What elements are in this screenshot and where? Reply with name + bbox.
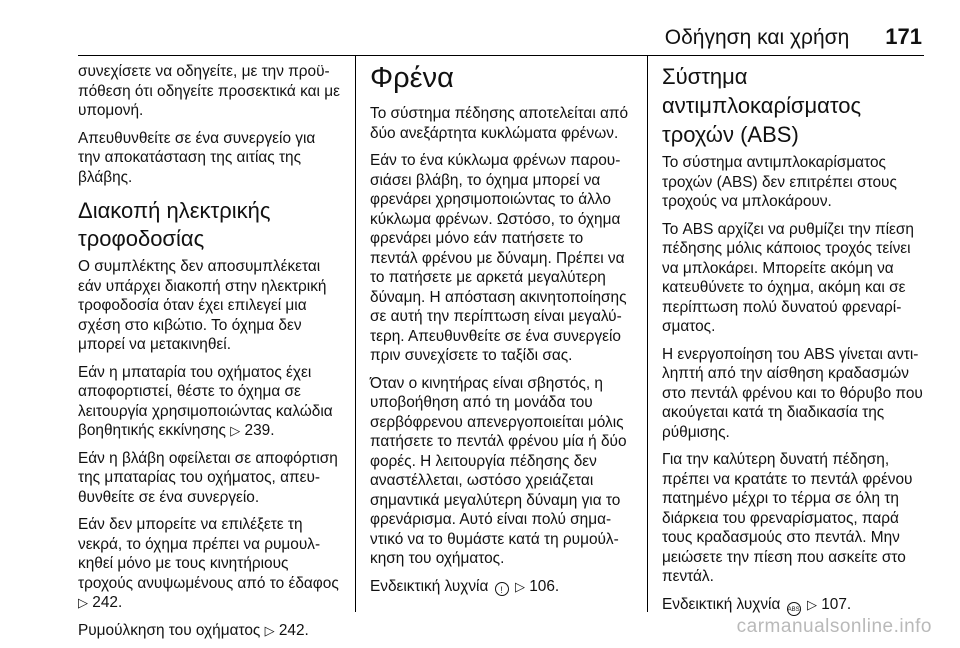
page-ref[interactable]: 106. (529, 577, 560, 595)
column-2 (370, 60, 632, 604)
paragraph: Για την καλύτερη δυνατή πέδηση, πρέπει να κρατάτε το πεντάλ φρένου πατημένο μέχρι το τέρμα σε όλη τη διάρκεια του φρεναρίσματος, παρά τους κραδασμούς στο πεντάλ. Μην μειώσετε την πίεση που ασκείτε στο πεντάλ. (662, 451, 913, 585)
paragraph-text: Εάν δεν μπορείτε να επιλέξετε τη νεκρά, το όχημα πρέπει να ρυμουλ-κηθεί μόνο με τους κινητήριους τροχούς ανυψωμένους από το έδαφος (78, 516, 339, 592)
page-ref[interactable]: 239. (244, 422, 275, 439)
section-heading: Διακοπή ηλεκτρικής τροφοδοσίας (78, 198, 271, 251)
section-heading: Σύστημα αντιμπλοκαρίσματος τροχών (ABS) (662, 64, 862, 147)
abs-warning-lamp-icon: ABS (787, 602, 801, 616)
paragraph (662, 595, 924, 616)
paragraph: Η ενεργοποίηση του ABS γίνεται αντι-ληπτή από την αίσθηση κραδασμών στο πεντάλ φρένου και το θόρυβο που ακούγεται κατά τη διαδικασία της ρύθμισης. (662, 345, 923, 441)
page-ref[interactable]: 242. (278, 621, 309, 639)
page-ref-arrow-icon: ▷ (514, 578, 525, 594)
section-title: Οδήγηση και χρήση (664, 26, 850, 49)
paragraph (78, 515, 340, 613)
paragraph: Απευθυνθείτε σε ένα συνεργείο για την αποκατάσταση της αιτίας της βλάβης. (78, 129, 316, 186)
paragraph: Ο συμπλέκτης δεν αποσυμπλέκεται εάν υπάρχει διακοπή στην ηλεκτρική τροφοδοσία όταν έχει επιλεγεί μια σχέση στο κιβώτιο. Το όχημα δεν μπορεί να μετακινηθεί. (78, 258, 327, 353)
paragraph-text: Ενδεικτική λυχνία (370, 577, 489, 595)
paragraph: Εάν το ένα κύκλωμα φρένων παρου-σιάσει βλάβη, το όχημα μπορεί να φρενάρει χρησιμοποιώντας το άλλο κύκλωμα φρένων. Ωστόσο, το όχημα φρενάρει μόνο εάν πατήσετε το πεντάλ φρένου με δύναμη. Πρέπει να το πατήσετε με αρκετά μεγαλύτερη δύναμη. Η απόσταση ακινητοποίησης σε αυτή την περίπτωση είναι μεγαλύ-τερη. Απευθυνθείτε σε ένα συνεργείο πριν συνεχίσετε το ταξίδι σας. (370, 152, 627, 364)
paragraph (78, 621, 340, 641)
paragraph-text: Ρυμούλκηση του οχήματος (78, 621, 261, 639)
page-ref-arrow-icon: ▷ (78, 595, 88, 610)
page-number: 171 (885, 24, 922, 49)
column-3 (662, 62, 924, 624)
brake-warning-lamp-icon: ! (495, 582, 509, 596)
column-divider (647, 56, 648, 612)
page-ref-arrow-icon: ▷ (806, 596, 817, 612)
paragraph: Το σύστημα αντιμπλοκαρίσματος τροχών (ABS) δεν επιτρέπει στους τροχούς να μπλοκάρουν. (662, 154, 897, 210)
paragraph (370, 577, 632, 597)
section-heading: Φρένα (370, 62, 454, 94)
paragraph: συνεχίσετε να οδηγείτε, με την προϋ-πόθεση ότι οδηγείτε προσεκτικά και με υπομονή. (78, 63, 340, 119)
paragraph (78, 363, 340, 441)
header-rule (78, 55, 924, 56)
watermark: carmanualsonline.info (736, 616, 932, 637)
page-ref-arrow-icon: ▷ (264, 622, 275, 638)
page-header (640, 24, 922, 50)
column-1 (78, 62, 340, 648)
paragraph: Εάν η βλάβη οφείλεται σε αποφόρτιση της μπαταρίας του οχήματος, απευ-θυνθείτε σε ένα συνεργείο. (78, 449, 338, 506)
paragraph-text: Ενδεικτική λυχνία (662, 595, 781, 613)
page-ref[interactable]: 242. (92, 594, 123, 611)
column-divider (355, 56, 356, 612)
paragraph: Το ABS αρχίζει να ρυθμίζει την πίεση πέδησης μόλις κάποιος τροχός τείνει να μπλοκάρει. Μπορείτε ακόμη να κατευθύνετε το όχημα, ακόμη και σε περίπτωση πολύ δυνατού φρεναρί-σματος. (662, 220, 914, 335)
paragraph-text: Εάν η μπαταρία του οχήματος έχει αποφορτιστεί, θέστε το όχημα σε λειτουργία χρησιμοποιώντας καλώδια βοηθητικής εκκίνησης (78, 363, 333, 439)
paragraph: Όταν ο κινητήρας είναι σβηστός, η υποβοήθηση από τη μονάδα του σερβόφρενου απενεργοποιείται μόλις πατήσετε το πεντάλ φρένου μία ή δύο φορές. Η λειτουργία πέδησης δεν αναστέλλεται, ωστόσο χρειάζεται σημαντικά μεγαλύτερη δύναμη για το φρενάρισμα. Αυτό είναι πολύ σημα-ντικό να το θυμάστε κατά τη ρυμούλ-κηση του οχήματος. (370, 374, 627, 567)
page-ref-arrow-icon: ▷ (230, 423, 241, 438)
paragraph: Το σύστημα πέδησης αποτελείται από δύο ανεξάρτητα κυκλώματα φρένων. (370, 105, 629, 142)
page-ref[interactable]: 107. (821, 595, 852, 613)
